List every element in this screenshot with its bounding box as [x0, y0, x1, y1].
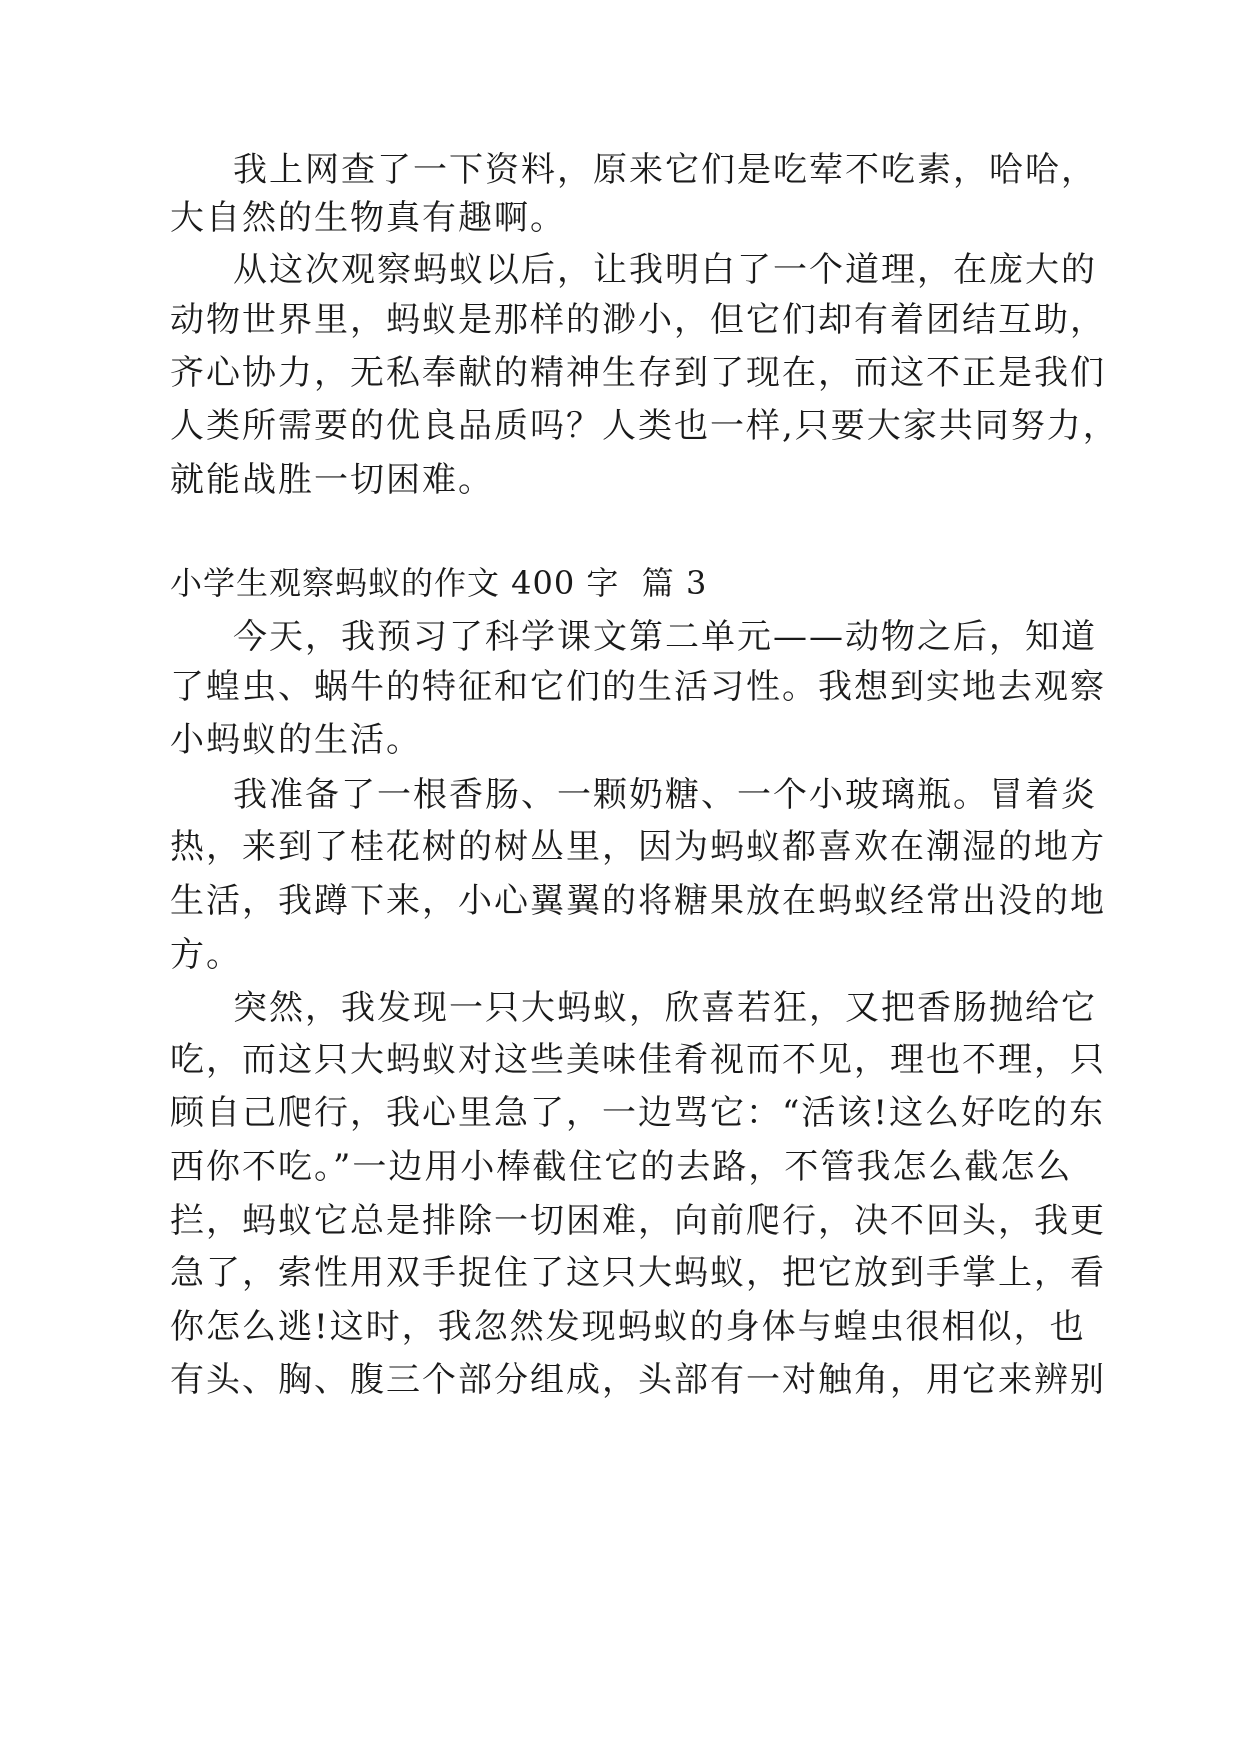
text-line: 今天，我预习了科学课文第二单元——动物之后，知道	[233, 617, 1097, 657]
text-line: 西你不吃。”一边用小棒截住它的去路，不管我怎么截怎么	[170, 1147, 1073, 1187]
text-line: 齐心协力，无私奉献的精神生存到了现在，而这不正是我们	[170, 353, 1106, 393]
text-line: 从这次观察蚂蚁以后，让我明白了一个道理，在庞大的	[233, 250, 1097, 290]
text-line: 了蝗虫、蜗牛的特征和它们的生活习性。我想到实地去观察	[170, 667, 1106, 707]
text-line: 人类所需要的优良品质吗？人类也一样,只要大家共同努力，	[170, 406, 1119, 446]
text-line: 大自然的生物真有趣啊。	[170, 198, 566, 238]
text-line: 热，来到了桂花树的树丛里，因为蚂蚁都喜欢在潮湿的地方	[170, 827, 1106, 867]
text-line: 你怎么逃!这时，我忽然发现蚂蚁的身体与蝗虫很相似，也	[170, 1307, 1086, 1347]
text-line: 生活，我蹲下来，小心翼翼的将糖果放在蚂蚁经常出没的地	[170, 881, 1106, 921]
text-line: 拦，蚂蚁它总是排除一切困难，向前爬行，决不回头，我更	[170, 1201, 1106, 1241]
text-line: 有头、胸、腹三个部分组成，头部有一对触角，用它来辨别	[170, 1360, 1106, 1400]
text-line: 吃，而这只大蚂蚁对这些美味佳肴视而不见，理也不理，只	[170, 1040, 1106, 1080]
text-line: 我准备了一根香肠、一颗奶糖、一个小玻璃瓶。冒着炎	[233, 775, 1097, 815]
text-line: 就能战胜一切困难。	[170, 460, 494, 500]
text-line: 急了，索性用双手捉住了这只大蚂蚁，把它放到手掌上，看	[170, 1253, 1106, 1293]
text-line: 顾自己爬行，我心里急了，一边骂它：“活该!这么好吃的东	[170, 1093, 1106, 1133]
text-line: 小蚂蚁的生活。	[170, 720, 422, 760]
text-line: 方。	[170, 935, 242, 975]
text-line: 突然，我发现一只大蚂蚁，欣喜若狂，又把香肠抛给它	[233, 988, 1097, 1028]
text-line: 动物世界里，蚂蚁是那样的渺小，但它们却有着团结互助，	[170, 300, 1106, 340]
section-heading: 小学生观察蚂蚁的作文 400 字 篇 3	[170, 564, 708, 602]
text-line: 我上网查了一下资料，原来它们是吃荤不吃素，哈哈，	[233, 150, 1097, 190]
